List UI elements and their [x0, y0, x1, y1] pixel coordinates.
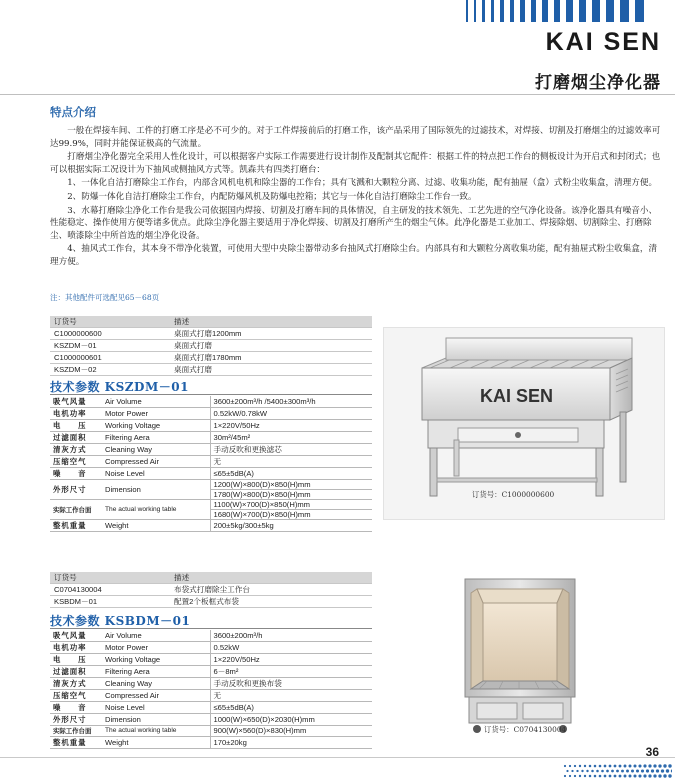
section-heading-features: 特点介绍 — [50, 105, 96, 119]
order-table-1 — [50, 316, 372, 376]
header-stripe — [579, 0, 586, 22]
intro-paragraph: 一般在焊接车间、工件的打磨工序是必不可少的。对于工件焊接前后的打磨工作，该产品采用了国际领先的过滤技术，对焊接、切割及打磨烟尘的过滤效率可达99.9%，同时并能保证极高的气流量。 — [50, 126, 661, 149]
footer-dot — [666, 769, 669, 772]
footer-dot — [586, 770, 588, 772]
spec-label-en: Weight — [102, 520, 210, 532]
svg-text:KAI SEN: KAI SEN — [480, 386, 554, 406]
footer-dot — [616, 770, 619, 773]
order-number: C1000000601 — [50, 352, 170, 364]
footer-dot — [594, 765, 597, 768]
intro-paragraph: 打磨烟尘净化器完全采用人性化设计，可以根据客户实际工作需要进行设计制作及配制其它配件：根据工件的特点把工作台的侧板设计为开启式和封闭式；也可以根据实际工况设计为下抽风或侧抽风方式等。凯森共有四类打磨台： — [50, 152, 661, 175]
footer-dot — [648, 764, 651, 767]
spec-label-en: Noise Level — [102, 468, 210, 480]
spec-value: 1100(W)×700(D)×850(H)mm — [210, 500, 372, 510]
brand-logo: KAI SEN — [545, 28, 661, 56]
spec-value: 0.52kW — [210, 642, 372, 654]
spec-value: 6－8m² — [210, 666, 372, 678]
column-header-order-no: 订货号 — [50, 572, 170, 584]
spec-value: 手动反吹和更换滤芯 — [210, 444, 372, 456]
footer-dot — [574, 765, 576, 767]
footer-dot — [643, 774, 646, 777]
footer-dot — [591, 770, 594, 773]
footer-dot — [638, 774, 641, 777]
spec-row — [50, 690, 372, 702]
intro-text — [50, 125, 665, 270]
footer-dot — [656, 769, 659, 772]
footer-dot — [633, 774, 636, 777]
spec-label-cn: 吸气风量 — [50, 396, 102, 408]
footer-dot — [661, 769, 664, 772]
footer-dot — [668, 764, 671, 767]
spec-label-cn: 清灰方式 — [50, 678, 102, 690]
spec-row — [50, 736, 372, 748]
header-stripe — [620, 0, 629, 22]
footer-dot — [671, 769, 672, 772]
header-stripe — [491, 0, 494, 22]
spec-label-en: Noise Level — [102, 702, 210, 714]
column-header-description: 描述 — [170, 572, 372, 584]
spec-row — [50, 444, 372, 456]
spec-value: 1200(W)×800(D)×850(H)mm — [210, 480, 372, 490]
footer-dot — [648, 774, 651, 777]
footer-divider — [0, 757, 675, 758]
header-stripe — [520, 0, 525, 22]
spec-label-cn: 电机功率 — [50, 642, 102, 654]
intro-paragraph: 3、水幕打磨除尘净化工作台是我公司依据国内焊接、切割及打磨车间的具体情况，自主研发的技术领先、工艺先进的空气净化设备。该净化器具有噪音小、性能稳定、操作使用方便等诸多优点。此除尘净化器主要适用于净化焊接、切割及打磨所产生的烟尘气体。此净化器是工业加工、焊接除烟、切割除尘、打磨除尘、喷漆除尘中所首选的烟尘净化设备。 — [50, 205, 658, 241]
table-row — [50, 596, 372, 608]
spec-label-en: Air Volume — [102, 396, 210, 408]
footer-dot — [641, 769, 644, 772]
spec-row — [50, 714, 372, 726]
spec-label-cn: 噪 音 — [50, 702, 102, 714]
footer-dot — [658, 764, 661, 767]
footer-dot — [619, 765, 622, 768]
spec-value: 1×220V/50Hz — [210, 654, 372, 666]
spec-value: 无 — [210, 690, 372, 702]
footer-dot — [569, 775, 571, 777]
spec-label-en: Working Voltage — [102, 420, 210, 432]
header-stripe — [474, 0, 476, 22]
footer-dot — [629, 775, 632, 778]
spec-value: 无 — [210, 456, 372, 468]
spec-value: 3600±200m³/h — [210, 630, 372, 642]
spec-value: 170±20kg — [210, 736, 372, 748]
footer-dot — [579, 765, 581, 767]
order-description: 布袋式打磨除尘工作台 — [170, 584, 372, 596]
footer-dot — [601, 770, 604, 773]
footer-dot — [638, 764, 641, 767]
bag-booth-illustration — [457, 573, 582, 738]
footer-dot — [611, 770, 614, 773]
footer-dot — [614, 775, 617, 778]
spec-divider — [50, 394, 372, 395]
table-row — [50, 328, 372, 340]
spec-label-cn: 整机重量 — [50, 736, 102, 748]
intro-paragraph: 1、一体化自洁打磨除尘工作台，内部含风机电机和除尘器的工作台；具有飞溅和大颗粒分离、过滤、收集功能，配有抽屉（盒）式粉尘收集盒，清理方便。 — [67, 178, 658, 189]
footer-dot — [569, 765, 571, 767]
footer-dot — [599, 775, 602, 778]
spec-row — [50, 630, 372, 642]
intro-paragraph: 4、抽风式工作台，其本身不带净化装置，可使用大型中央除尘器带动多台抽风式打磨除尘台。内部具有和大颗粒分离收集功能，配有抽屉式粉尘收集盒，清理方便。 — [50, 244, 658, 267]
order-number: KSZDM－02 — [50, 364, 170, 376]
footer-dot — [589, 775, 592, 778]
footer-dot — [564, 765, 566, 767]
footer-dot — [658, 774, 661, 777]
spec-row — [50, 456, 372, 468]
header-stripe — [606, 0, 614, 22]
footer-dot — [653, 774, 656, 777]
footer-dot — [609, 765, 612, 768]
footer-dot — [629, 765, 632, 768]
order-description: 桌面式打磨1780mm — [170, 352, 372, 364]
footer-dot — [566, 770, 568, 772]
spec-row — [50, 642, 372, 654]
table-header-row — [50, 572, 372, 584]
spec-table-ksbdm — [50, 630, 372, 749]
footer-dot — [663, 764, 666, 767]
column-header-description: 描述 — [170, 316, 372, 328]
header-stripe — [500, 0, 504, 22]
footer-dot — [626, 770, 629, 773]
spec-label-en: Motor Power — [102, 642, 210, 654]
header-stripe — [592, 0, 600, 22]
order-description: 配置2个板框式布袋 — [170, 596, 372, 608]
footer-dot — [604, 775, 607, 778]
spec-label-en: The actual working table — [102, 500, 210, 520]
spec-row — [50, 726, 372, 737]
footer-dot — [576, 770, 578, 772]
footer-dot — [571, 770, 573, 772]
table-row — [50, 364, 372, 376]
order-description: 桌面式打磨 — [170, 364, 372, 376]
spec-label-en: Compressed Air — [102, 456, 210, 468]
footer-dot — [599, 765, 602, 768]
photo-caption-1: 订货号：C1000000600 — [472, 490, 555, 499]
spec-value: ≤65±5dB(A) — [210, 468, 372, 480]
spec-label-cn: 电 压 — [50, 654, 102, 666]
spec-row — [50, 702, 372, 714]
photo-caption-2: 订货号：C0704130004 — [484, 725, 567, 734]
header-stripe — [466, 0, 468, 22]
table-row — [50, 352, 372, 364]
spec-row — [50, 500, 372, 510]
spec-row — [50, 432, 372, 444]
spec-label-cn: 外形尺寸 — [50, 714, 102, 726]
spec-label-cn: 清灰方式 — [50, 444, 102, 456]
footer-dot — [643, 764, 646, 767]
header-stripes — [466, 0, 675, 22]
spec-row — [50, 396, 372, 408]
spec-label-cn: 压缩空气 — [50, 456, 102, 468]
header-stripe — [635, 0, 644, 22]
header-stripe — [566, 0, 573, 22]
header-stripe — [510, 0, 514, 22]
spec-label-cn: 过滤面积 — [50, 432, 102, 444]
spec-value: 200±5kg/300±5kg — [210, 520, 372, 532]
spec-label-en: Dimension — [102, 480, 210, 500]
spec-label-en: Compressed Air — [102, 690, 210, 702]
spec-label-en: Filtering Aera — [102, 432, 210, 444]
intro-paragraph: 2、防爆一体化自洁打磨除尘工作台，内配防爆风机及防爆电控箱；其它与一体化自洁打磨除尘工作台一致。 — [67, 191, 477, 202]
footer-dot — [663, 774, 666, 777]
order-description: 桌面式打磨 — [170, 340, 372, 352]
spec-label-en: Dimension — [102, 714, 210, 726]
footer-dot — [619, 775, 622, 778]
spec-title-ksbdm: 技术参数 KSBDM－01 — [50, 614, 191, 628]
spec-label-cn: 外形尺寸 — [50, 480, 102, 500]
page-number: 36 — [645, 745, 659, 759]
footer-dot — [574, 775, 576, 777]
order-number: KSZDM－01 — [50, 340, 170, 352]
spec-label-en: Air Volume — [102, 630, 210, 642]
footer-dot — [651, 769, 654, 772]
spec-label-en: Weight — [102, 736, 210, 748]
footer-dot — [624, 775, 627, 778]
table-header-row — [50, 316, 372, 328]
accessory-note: 注：其他配件可选配见65－68页 — [50, 293, 160, 302]
spec-value: 手动反吹和更换布袋 — [210, 678, 372, 690]
footer-dot — [614, 765, 617, 768]
spec-label-cn: 过滤面积 — [50, 666, 102, 678]
table-row — [50, 584, 372, 596]
spec-row — [50, 520, 372, 532]
spec-table-kszdm — [50, 396, 372, 532]
spec-divider — [50, 628, 372, 629]
spec-label-cn: 实际工作台面 — [50, 500, 102, 520]
product-photo-bag-booth — [457, 573, 582, 738]
footer-dot — [609, 775, 612, 778]
header-stripe — [542, 0, 548, 22]
spec-label-cn: 实际工作台面 — [50, 726, 102, 737]
spec-value: 3600±200m³/h /5400±300m³/h — [210, 396, 372, 408]
footer-dot — [624, 765, 627, 768]
footer-dot-pattern — [562, 763, 672, 780]
spec-value: 1780(W)×800(D)×850(H)mm — [210, 490, 372, 500]
footer-dot — [631, 770, 634, 773]
spec-row — [50, 480, 372, 490]
order-number: C0704130004 — [50, 584, 170, 596]
footer-dot — [606, 770, 609, 773]
page-title: 打磨烟尘净化器 — [535, 73, 661, 93]
spec-value: 1680(W)×700(D)×850(H)mm — [210, 510, 372, 520]
spec-row — [50, 678, 372, 690]
spec-row — [50, 468, 372, 480]
order-number: C1000000600 — [50, 328, 170, 340]
header-stripe — [531, 0, 536, 22]
spec-label-en: Cleaning Way — [102, 444, 210, 456]
column-header-order-no: 订货号 — [50, 316, 170, 328]
spec-label-en: Filtering Aera — [102, 666, 210, 678]
order-table-2 — [50, 572, 372, 608]
table-row — [50, 340, 372, 352]
spec-value: 1000(W)×650(D)×2030(H)mm — [210, 714, 372, 726]
footer-dot — [646, 769, 649, 772]
footer-dot — [636, 769, 639, 772]
order-description: 桌面式打磨1200mm — [170, 328, 372, 340]
spec-label-cn: 电机功率 — [50, 408, 102, 420]
spec-label-cn: 电 压 — [50, 420, 102, 432]
footer-dot — [589, 765, 592, 768]
footer-dot — [604, 765, 607, 768]
footer-dot — [596, 770, 599, 773]
spec-title-kszdm: 技术参数 KSZDM－01 — [50, 380, 189, 394]
footer-dot — [633, 764, 636, 767]
footer-dot — [621, 770, 624, 773]
spec-value: ≤65±5dB(A) — [210, 702, 372, 714]
spec-label-cn: 噪 音 — [50, 468, 102, 480]
spec-label-cn: 整机重量 — [50, 520, 102, 532]
spec-value: 1×220V/50Hz — [210, 420, 372, 432]
spec-value: 0.52kW/0.78kW — [210, 408, 372, 420]
footer-dot — [594, 775, 597, 778]
spec-label-en: The actual working table — [102, 726, 210, 737]
spec-row — [50, 408, 372, 420]
spec-row — [50, 654, 372, 666]
header-divider — [0, 94, 675, 95]
spec-row — [50, 666, 372, 678]
header-stripe — [554, 0, 560, 22]
spec-row — [50, 420, 372, 432]
spec-label-cn: 吸气风量 — [50, 630, 102, 642]
footer-dot — [579, 775, 581, 777]
footer-dot — [668, 774, 671, 777]
order-number: KSBDM－01 — [50, 596, 170, 608]
footer-dot — [581, 770, 583, 772]
spec-label-en: Cleaning Way — [102, 678, 210, 690]
spec-value: 900(W)×560(D)×830(H)mm — [210, 726, 372, 737]
footer-dot — [584, 765, 586, 767]
footer-dot — [653, 764, 656, 767]
spec-value: 30m²/45m² — [210, 432, 372, 444]
spec-label-cn: 压缩空气 — [50, 690, 102, 702]
footer-dot — [564, 775, 566, 777]
header-stripe — [482, 0, 485, 22]
spec-label-en: Working Voltage — [102, 654, 210, 666]
footer-dot — [584, 775, 586, 777]
spec-label-en: Motor Power — [102, 408, 210, 420]
